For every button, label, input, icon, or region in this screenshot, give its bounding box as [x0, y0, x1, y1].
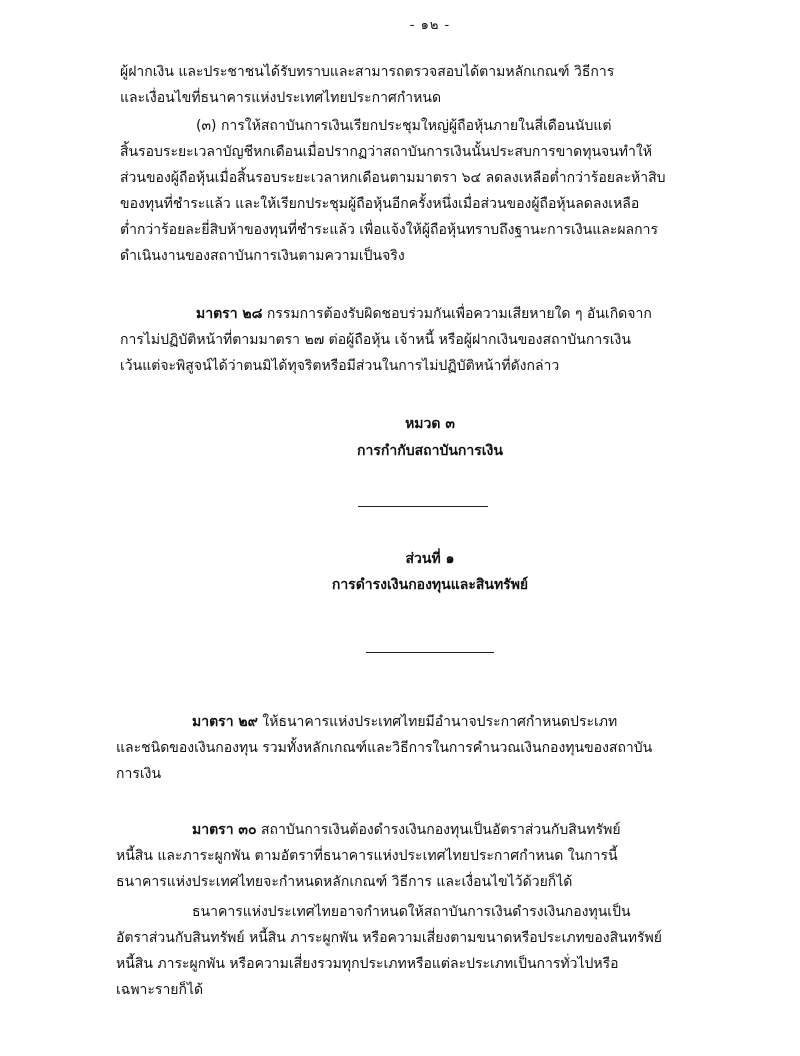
part-title: การดำรงเงินกองทุนและสินทรัพย์: [331, 577, 529, 593]
paragraph-line: การเงิน: [116, 766, 162, 782]
paragraph-line: ของทุนที่ชำระแล้ว และให้เรียกประชุมผู้ถือหุ้นอีกครั้งหนึ่งเมื่อส่วนของผู้ถือหุ้นลดลงเหลือ: [120, 196, 640, 212]
paragraph-line: เว้นแต่จะพิสูจน์ได้ว่าตนมิได้ทุจริตหรือมีส่วนในการไม่ปฏิบัติหน้าที่ดังกล่าว: [120, 358, 560, 374]
page-number: - ๑๒ -: [409, 18, 451, 33]
section-29: [192, 712, 617, 732]
paragraph-line: อัตราส่วนกับสินทรัพย์ หนี้สิน ภาระผูกพัน หรือความเสี่ยงตามขนาดหรือประเภทของสินทรัพย์: [116, 930, 662, 946]
paragraph-line: ธนาคารแห่งประเทศไทยจะกำหนดหลักเกณฑ์ วิธีการ และเงื่อนไขไว้ด้วยก็ได้: [116, 874, 573, 890]
section-text: ให้ธนาคารแห่งประเทศไทยมีอำนาจประกาศกำหนดประเภท: [262, 714, 618, 730]
paragraph-line: สิ้นรอบระยะเวลาบัญชีหกเดือนเมื่อปรากฏว่าสถาบันการเงินนั้นประสบการขาดทุนจนทำให้: [120, 144, 652, 160]
paragraph-line: (๓) การให้สถาบันการเงินเรียกประชุมใหญ่ผู้ถือหุ้นภายในสี่เดือนนับแต่: [196, 118, 612, 134]
paragraph-line: และเงื่อนไขที่ธนาคารแห่งประเทศไทยประกาศกำหนด: [120, 90, 442, 106]
paragraph-line: หนี้สิน ภาระผูกพัน หรือความเสี่ยงรวมทุกประเภทหรือแต่ละประเภทเป็นการทั่วไปหรือ: [116, 956, 619, 972]
paragraph-line: ต่ำกว่าร้อยละยี่สิบห้าของทุนที่ชำระแล้ว เพื่อแจ้งให้ผู้ถือหุ้นทราบถึงฐานะการเงินและผลการ: [120, 222, 658, 238]
section-heading: มาตรา ๒๘: [196, 306, 263, 322]
section-28: [196, 304, 652, 324]
section-heading: มาตรา ๓๐: [192, 822, 257, 838]
paragraph-line: การไม่ปฏิบัติหน้าที่ตามมาตรา ๒๗ ต่อผู้ถือหุ้น เจ้าหนี้ หรือผู้ฝากเงินของสถาบันการเงิน: [120, 332, 631, 348]
paragraph-line: เฉพาะรายก็ได้: [116, 982, 204, 998]
section-text: สถาบันการเงินต้องดำรงเงินกองทุนเป็นอัตราส่วนกับสินทรัพย์: [261, 822, 621, 838]
paragraph-line: ดำเนินงานของสถาบันการเงินตามความเป็นจริง: [120, 248, 405, 264]
part-number: ส่วนที่ ๑: [405, 551, 455, 567]
section-heading: มาตรา ๒๙: [192, 714, 258, 730]
paragraph-line: และชนิดของเงินกองทุน รวมทั้งหลักเกณฑ์และวิธีการในการคำนวณเงินกองทุนของสถาบัน: [116, 740, 653, 756]
paragraph-line: ส่วนของผู้ถือหุ้นเมื่อสิ้นรอบระยะเวลาหกเดือนตามมาตรา ๖๔ ลดลงเหลือต่ำกว่าร้อยละห้าสิบ: [120, 170, 666, 186]
section-text: กรรมการต้องรับผิดชอบร่วมกันเพื่อความเสียหายใด ๆ อันเกิดจาก: [266, 306, 652, 322]
paragraph-line: ผู้ฝากเงิน และประชาชนได้รับทราบและสามารถตรวจสอบได้ตามหลักเกณฑ์ วิธีการ: [120, 64, 615, 80]
chapter-title: การกำกับสถาบันการเงิน: [357, 443, 503, 459]
paragraph-line: ธนาคารแห่งประเทศไทยอาจกำหนดให้สถาบันการเงินดำรงเงินกองทุนเป็น: [192, 904, 631, 920]
divider-rule: [366, 652, 494, 653]
divider-rule: [358, 506, 488, 507]
chapter-number: หมวด ๓: [405, 416, 455, 432]
section-30: [192, 820, 621, 840]
paragraph-line: หนี้สิน และภาระผูกพัน ตามอัตราที่ธนาคารแห่งประเทศไทยประกาศกำหนด ในการนี้: [116, 848, 618, 864]
